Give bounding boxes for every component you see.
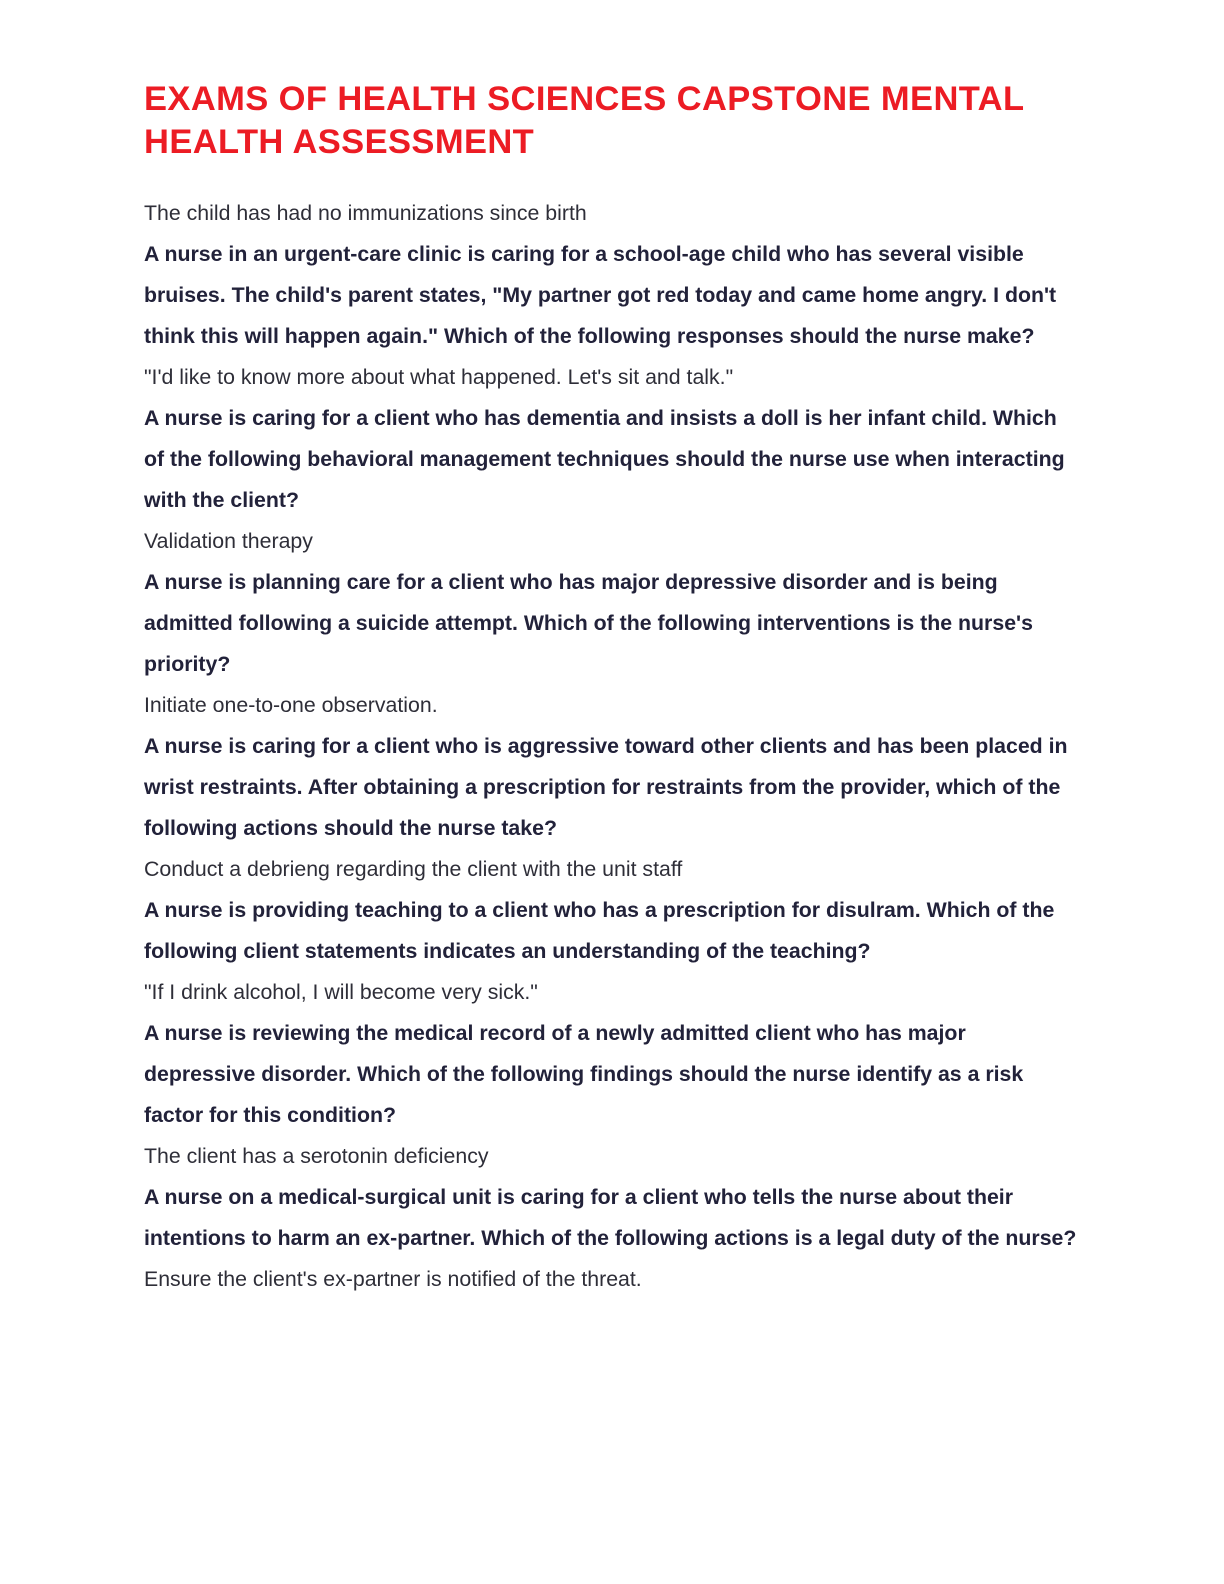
answer-text: The child has had no immunizations since birth	[144, 201, 587, 225]
answer-text: Validation therapy	[144, 529, 313, 553]
question-text: A nurse is providing teaching to a client who has a prescription for disulram. Which of the following client statements indicates an understanding of the teaching?	[144, 898, 1055, 963]
question-text: A nurse on a medical-surgical unit is caring for a client who tells the nurse about their intentions to harm an ex-partner. Which of the following actions is a legal duty of the nurse?	[144, 1185, 1077, 1250]
answer-text: Conduct a debrieng regarding the client with the unit staff	[144, 857, 683, 881]
answer-text: The client has a serotonin deficiency	[144, 1144, 489, 1168]
answer-text: "If I drink alcohol, I will become very sick."	[144, 980, 538, 1004]
question-text: A nurse in an urgent-care clinic is caring for a school-age child who has several visible bruises. The child's parent states, "My partner got red today and came home angry. I don't think this will happen again." Which of the following responses should the nurse make?	[144, 242, 1057, 348]
answer-text: "I'd like to know more about what happened. Let's sit and talk."	[144, 365, 734, 389]
question-text: A nurse is caring for a client who has dementia and insists a doll is her infant child. Which of the following behavioral management techniques should the nurse use when interacting with the client?	[144, 406, 1065, 512]
answer-text: Ensure the client's ex-partner is notified of the threat.	[144, 1267, 642, 1291]
question-text: A nurse is reviewing the medical record of a newly admitted client who has major depressive disorder. Which of the following findings should the nurse identify as a risk factor for this condition?	[144, 1021, 1024, 1127]
answer-text: Initiate one-to-one observation.	[144, 693, 438, 717]
question-text: A nurse is caring for a client who is aggressive toward other clients and has been placed in wrist restraints. After obtaining a prescription for restraints from the provider, which of the following actions should the nurse take?	[144, 734, 1068, 840]
document-title: EXAMS OF HEALTH SCIENCES CAPSTONE MENTAL HEALTH ASSESSMENT	[144, 80, 1024, 161]
question-text: A nurse is planning care for a client who has major depressive disorder and is being admitted following a suicide attempt. Which of the following interventions is the nurse's priority?	[144, 570, 1033, 676]
qa-content	[144, 193, 1079, 1300]
